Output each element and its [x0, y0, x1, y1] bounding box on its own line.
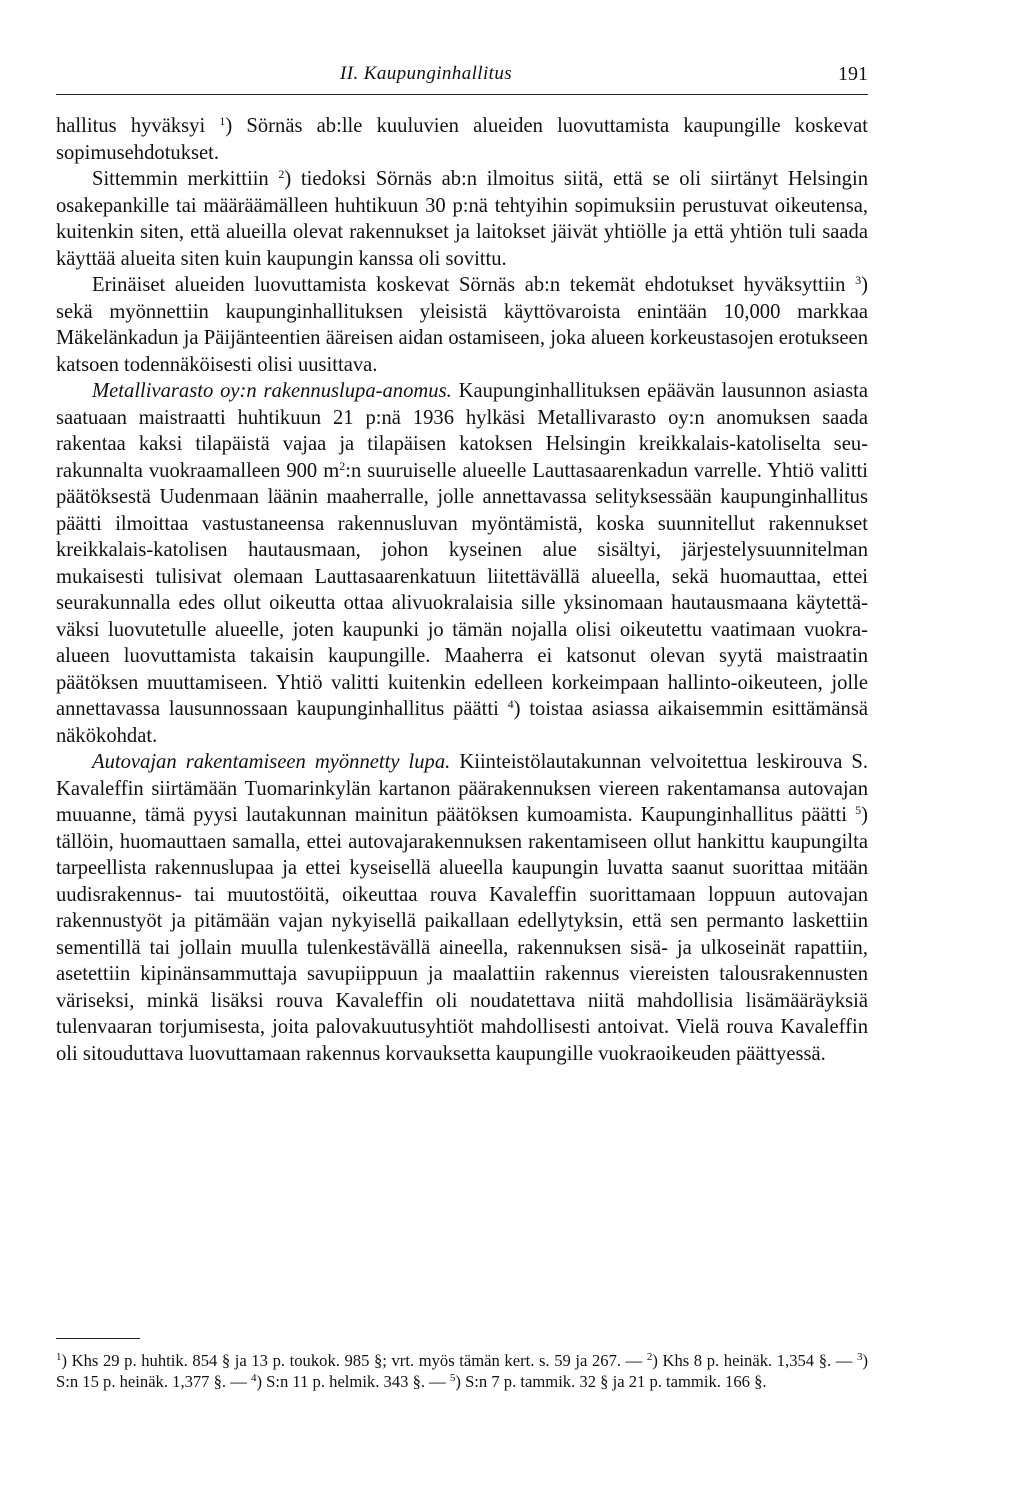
footnote-ref: 1 — [219, 114, 226, 128]
page-number: 191 — [838, 63, 868, 85]
footnote-text: ) S:n 15 p. heinäk. 1,377 §. — — [56, 1351, 868, 1391]
paragraph — [56, 378, 868, 749]
body-text — [56, 113, 868, 1067]
superscript: 2 — [339, 458, 346, 473]
section-heading: Autovajan rakentamiseen myönnetty lupa. — [92, 751, 451, 773]
footnote-block — [56, 1350, 868, 1392]
footnote-mark: 2 — [646, 1351, 653, 1363]
text-run: :n suuruiselle alueelle Lauttasaarenkadun varrelle. Yhtiö valitti päätöksestä Uudenmaan läänin maaherralle, jolle annettavassa selityksessään kaupunginhallitus päätti ilmoittaa vastustaneensa rakennusluvan myöntämistä, koska suunnitellut rakennukset kreikkalais-katolisen hautausmaan, johon kyseinen alue sisältyi, järjestelysuunnitelman mukaisesti tulisivat olemaan Lauttasaarenkatuun liitettävällä alueella, sekä huomauttaa, ettei seurakunnalla edes ollut oikeutta ottaa alivuokralaisia sille yksinomaan hautausmaana käytettäväksi luovutetulle alueelle, joten kaupunki jo tämän nojalla olisi oikeutettu vaatimaan vuokra-alueen luovuttamista takaisin kaupungille. Maaherra ei katsonut olevan syytä maistraatin päätöksen muuttamiseen. Yhtiö valitti kuitenkin edelleen korkeimpaan hallinto-oikeuteen, jolle annettavassa lausunnossaan kaupunginhallitus päätti — [56, 459, 868, 720]
footnote-ref: 5 — [855, 803, 862, 817]
text-run: ) sekä myönnettiin kaupunginhallituksen yleisistä käyttövaroista enintään 10,000 markkaa Mäkelänkadun ja Päijänteentien ääreisen aidan ostamiseen, joka alueen korkeustasojen erotukseen katsoen todennäköisesti olisi uusittava. — [56, 274, 868, 376]
footnote-text: ) S:n 11 p. helmik. 343 §. — — [256, 1372, 450, 1391]
footnotes — [56, 1350, 868, 1392]
footnote-text: ) S:n 7 p. tammik. 32 § ja 21 p. tammik. 166 §. — [455, 1372, 767, 1391]
paragraph — [56, 272, 868, 378]
footnote-text: ) Khs 8 p. heinäk. 1,354 §. — — [652, 1351, 857, 1370]
footnote-ref: 3 — [855, 273, 862, 287]
section-heading: Metallivarasto oy:n rakennuslupa-anomus. — [92, 380, 452, 402]
paragraph — [56, 113, 868, 166]
text-run: ) toistaa asiassa aikaisemmin esittämänsä näkökohdat. — [56, 698, 869, 747]
paragraph — [56, 749, 868, 1067]
text-run: ) tällöin, huomauttaen samalla, ettei autovajarakennuksen rakentamiseen ollut hankittu kaupungilta tarpeellista rakennuslupaa ja ettei kyseisellä alueella kaupungin luvatta saanut suorittaa mitään uudisrakennus- tai muutostöitä, oikeuttaa rouva Kavaleffin suorittamaan loppuun autovajan rakennustyöt ja pitämään vajan nykyisellä paikallaan edellytyksin, että sen permanto laskettiin sementillä tai jollain muulla tulenkestävällä aineella, rakennuksen sisä- ja ulkoseinät rapattiin, asetettiin kipinänsammuttaja savupiippuun ja maalattiin rakennus viereisten talousrakennusten väriseksi, minkä lisäksi rouva Kavaleffin oli noudatettava niitä mahdollisia lisämääräyksiä tulenvaaran torjumisesta, joita palovakuutusyhtiöt mahdollisesti antoivat. Vielä rouva Kavaleffin oli sitouduttava luovuttamaan rakennus korvauksetta kaupungille vuokraoikeuden päättyessä. — [56, 804, 868, 1065]
running-head: II. Kaupunginhallitus — [340, 63, 513, 84]
footnote-ref: 4 — [507, 697, 514, 711]
footnote-mark: 4 — [250, 1372, 257, 1384]
footnote-ref: 2 — [278, 167, 285, 181]
paragraph — [56, 166, 868, 272]
footnote-mark: 3 — [856, 1351, 863, 1363]
text-run: Kaupunginhallituksen epäävän lausunnon asiasta saatuaan maistraatti huhtikuun 21 p:nä 1936 hylkäsi Metallivarasto oy:n anomuksen saada rakentaa kaksi tilapäistä vajaa ja tilapäisen katoksen Helsingin kreikkalais-katoliselta seurakunnalta vuokraamalleen 900 m — [56, 380, 868, 482]
text-run: Kiinteistölautakunnan velvoitettua leskirouva S. Kavaleffin siirtämään Tuomarinkylän kartanon päärakennuksen viereen rakentamansa autovajan muuanne, tämä pyysi lautakunnan mainitun päätöksen kumoamista. Kaupunginhallitus päätti — [56, 751, 868, 826]
text-run: Sittemmin merkittiin — [92, 168, 269, 190]
page-header — [56, 59, 868, 95]
text-run: ) Sörnäs ab:lle kuuluvien alueiden luovuttamista kaupungille koskevat sopimusehdotukset. — [56, 115, 868, 164]
footnote-text: ) Khs 29 p. huhtik. 854 § ja 13 p. toukok. 985 §; vrt. myös tämän kert. s. 59 ja 267. — — [61, 1351, 647, 1370]
footnote-divider — [56, 1338, 140, 1339]
text-run: Erinäiset alueiden luovuttamista koskevat Sörnäs ab:n tekemät ehdotukset hyväksyttiin — [92, 274, 846, 296]
text-run: ) tiedoksi Sörnäs ab:n ilmoitus siitä, että se oli siirtänyt Helsingin osakepankille tai määräämälleen huhtikuun 30 p:nä tehtyihin sopimuksiin perustuvat oikeutensa, kuitenkin siten, että alueilla olevat rakennukset ja laitokset jäivät yhtiölle ja että yhtiön tuli saada käyttää alueita siten kuin kaupungin kanssa oli sovittu. — [56, 168, 868, 270]
text-run: hallitus hyväksyi — [56, 115, 206, 137]
footnote-mark: 5 — [449, 1372, 456, 1384]
footnote-mark: 1 — [56, 1351, 62, 1363]
